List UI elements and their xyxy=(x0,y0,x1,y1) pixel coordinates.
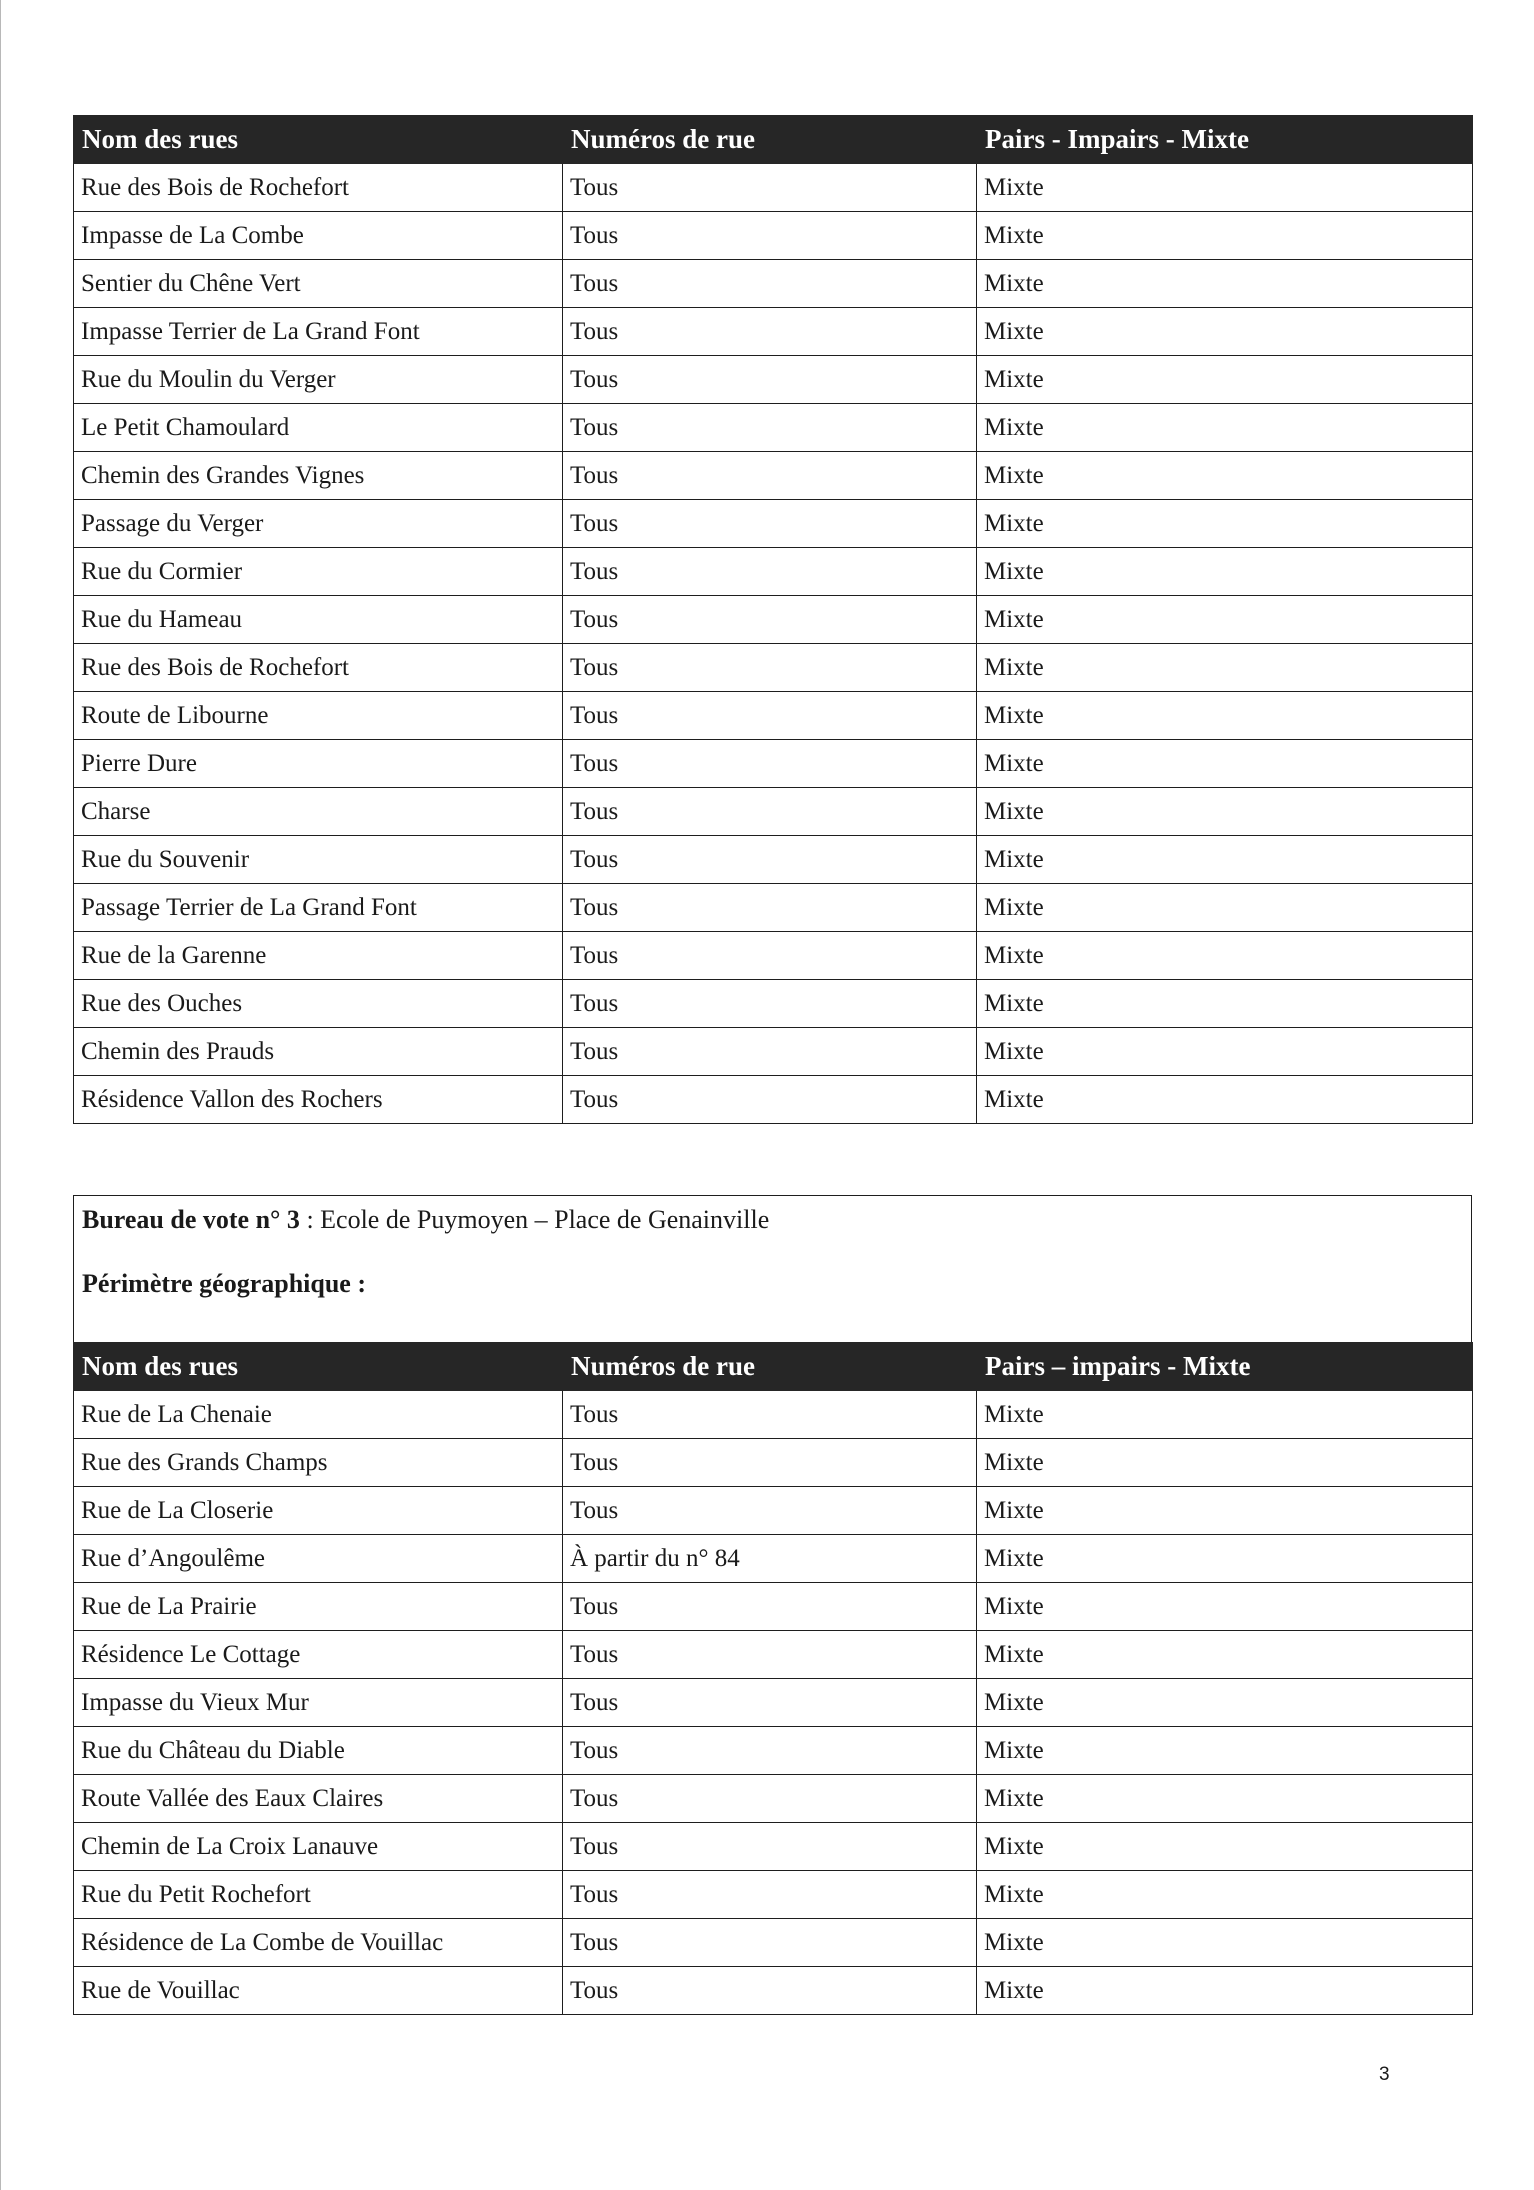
street-numbers-cell: Tous xyxy=(563,404,977,452)
parity-cell: Mixte xyxy=(977,548,1473,596)
street-name-cell: Chemin de La Croix Lanauve xyxy=(74,1823,563,1871)
street-name-cell: Le Petit Chamoulard xyxy=(74,404,563,452)
table-row xyxy=(74,692,1473,740)
street-name-cell: Rue des Bois de Rochefort xyxy=(74,644,563,692)
street-numbers-cell: Tous xyxy=(563,452,977,500)
parity-cell: Mixte xyxy=(977,404,1473,452)
street-name-cell: Rue d’Angoulême xyxy=(74,1535,563,1583)
street-name-cell: Charse xyxy=(74,788,563,836)
street-numbers-cell: À partir du n° 84 xyxy=(563,1535,977,1583)
bureau-title xyxy=(82,1205,769,1235)
table-row xyxy=(74,1535,1473,1583)
parity-cell: Mixte xyxy=(977,1439,1473,1487)
table-row xyxy=(74,1919,1473,1967)
table-row xyxy=(74,740,1473,788)
table-row xyxy=(74,1631,1473,1679)
parity-cell: Mixte xyxy=(977,836,1473,884)
parity-cell: Mixte xyxy=(977,1775,1473,1823)
parity-cell: Mixte xyxy=(977,1727,1473,1775)
street-numbers-cell: Tous xyxy=(563,1871,977,1919)
parity-cell: Mixte xyxy=(977,1391,1473,1439)
table-row xyxy=(74,596,1473,644)
street-numbers-cell: Tous xyxy=(563,1967,977,2015)
street-numbers-cell: Tous xyxy=(563,1775,977,1823)
table-row xyxy=(74,212,1473,260)
page-number: 3 xyxy=(1379,2064,1390,2085)
street-numbers-cell: Tous xyxy=(563,1823,977,1871)
bureau-de-vote-box xyxy=(73,1195,1472,1343)
perimetre-label: Périmètre géographique : xyxy=(82,1269,366,1298)
page-edge xyxy=(0,0,1,2190)
street-name-cell: Rue des Bois de Rochefort xyxy=(74,164,563,212)
column-header-numbers: Numéros de rue xyxy=(563,1343,977,1391)
street-numbers-cell: Tous xyxy=(563,1439,977,1487)
street-name-cell: Rue du Souvenir xyxy=(74,836,563,884)
street-name-cell: Impasse du Vieux Mur xyxy=(74,1679,563,1727)
parity-cell: Mixte xyxy=(977,788,1473,836)
street-numbers-cell: Tous xyxy=(563,1391,977,1439)
parity-cell: Mixte xyxy=(977,1871,1473,1919)
column-header-numbers: Numéros de rue xyxy=(563,116,977,164)
street-name-cell: Rue du Moulin du Verger xyxy=(74,356,563,404)
street-name-cell: Pierre Dure xyxy=(74,740,563,788)
street-numbers-cell: Tous xyxy=(563,356,977,404)
table-row xyxy=(74,1391,1473,1439)
parity-cell: Mixte xyxy=(977,884,1473,932)
column-header-street: Nom des rues xyxy=(74,1343,563,1391)
street-numbers-cell: Tous xyxy=(563,1583,977,1631)
table-header-row xyxy=(74,116,1473,164)
parity-cell: Mixte xyxy=(977,164,1473,212)
table-row xyxy=(74,932,1473,980)
parity-cell: Mixte xyxy=(977,644,1473,692)
parity-cell: Mixte xyxy=(977,212,1473,260)
street-name-cell: Rue de Vouillac xyxy=(74,1967,563,2015)
table-row xyxy=(74,788,1473,836)
street-numbers-cell: Tous xyxy=(563,980,977,1028)
table-row xyxy=(74,1583,1473,1631)
table-row xyxy=(74,452,1473,500)
street-numbers-cell: Tous xyxy=(563,1487,977,1535)
street-numbers-cell: Tous xyxy=(563,644,977,692)
table-row xyxy=(74,644,1473,692)
street-name-cell: Rue de La Closerie xyxy=(74,1487,563,1535)
street-name-cell: Rue des Grands Champs xyxy=(74,1439,563,1487)
parity-cell: Mixte xyxy=(977,740,1473,788)
street-numbers-cell: Tous xyxy=(563,884,977,932)
parity-cell: Mixte xyxy=(977,1583,1473,1631)
table-row xyxy=(74,1775,1473,1823)
table-row xyxy=(74,1439,1473,1487)
table-row xyxy=(74,1076,1473,1124)
street-name-cell: Rue du Château du Diable xyxy=(74,1727,563,1775)
column-header-parity: Pairs – impairs - Mixte xyxy=(977,1343,1473,1391)
parity-cell: Mixte xyxy=(977,308,1473,356)
street-name-cell: Rue de La Chenaie xyxy=(74,1391,563,1439)
street-name-cell: Rue de la Garenne xyxy=(74,932,563,980)
streets-table-2 xyxy=(73,1342,1473,2015)
table-row xyxy=(74,1967,1473,2015)
table-row xyxy=(74,164,1473,212)
street-numbers-cell: Tous xyxy=(563,1028,977,1076)
parity-cell: Mixte xyxy=(977,1631,1473,1679)
table-row xyxy=(74,404,1473,452)
street-name-cell: Rue du Petit Rochefort xyxy=(74,1871,563,1919)
street-numbers-cell: Tous xyxy=(563,836,977,884)
street-numbers-cell: Tous xyxy=(563,740,977,788)
street-numbers-cell: Tous xyxy=(563,1919,977,1967)
parity-cell: Mixte xyxy=(977,452,1473,500)
table-row xyxy=(74,500,1473,548)
street-name-cell: Chemin des Prauds xyxy=(74,1028,563,1076)
table-row xyxy=(74,1823,1473,1871)
bureau-title-bold: Bureau de vote n° 3 xyxy=(82,1205,300,1234)
street-name-cell: Rue du Cormier xyxy=(74,548,563,596)
parity-cell: Mixte xyxy=(977,932,1473,980)
table-row xyxy=(74,1871,1473,1919)
street-name-cell: Passage Terrier de La Grand Font xyxy=(74,884,563,932)
street-name-cell: Impasse Terrier de La Grand Font xyxy=(74,308,563,356)
street-numbers-cell: Tous xyxy=(563,1076,977,1124)
table-row xyxy=(74,1679,1473,1727)
parity-cell: Mixte xyxy=(977,1535,1473,1583)
parity-cell: Mixte xyxy=(977,260,1473,308)
table-header-row xyxy=(74,1343,1473,1391)
parity-cell: Mixte xyxy=(977,596,1473,644)
street-numbers-cell: Tous xyxy=(563,308,977,356)
street-numbers-cell: Tous xyxy=(563,692,977,740)
bureau-title-rest: : Ecole de Puymoyen – Place de Genainville xyxy=(299,1205,770,1234)
table-row xyxy=(74,836,1473,884)
table-row xyxy=(74,1727,1473,1775)
table-row xyxy=(74,1028,1473,1076)
street-name-cell: Résidence de La Combe de Vouillac xyxy=(74,1919,563,1967)
column-header-parity: Pairs - Impairs - Mixte xyxy=(977,116,1473,164)
street-name-cell: Impasse de La Combe xyxy=(74,212,563,260)
street-numbers-cell: Tous xyxy=(563,548,977,596)
street-name-cell: Route Vallée des Eaux Claires xyxy=(74,1775,563,1823)
parity-cell: Mixte xyxy=(977,1028,1473,1076)
street-numbers-cell: Tous xyxy=(563,260,977,308)
street-numbers-cell: Tous xyxy=(563,1631,977,1679)
parity-cell: Mixte xyxy=(977,1823,1473,1871)
street-numbers-cell: Tous xyxy=(563,788,977,836)
parity-cell: Mixte xyxy=(977,1076,1473,1124)
street-name-cell: Route de Libourne xyxy=(74,692,563,740)
street-numbers-cell: Tous xyxy=(563,212,977,260)
parity-cell: Mixte xyxy=(977,1967,1473,2015)
streets-table-1 xyxy=(73,115,1473,1124)
parity-cell: Mixte xyxy=(977,356,1473,404)
street-name-cell: Sentier du Chêne Vert xyxy=(74,260,563,308)
street-name-cell: Résidence Le Cottage xyxy=(74,1631,563,1679)
street-name-cell: Rue du Hameau xyxy=(74,596,563,644)
parity-cell: Mixte xyxy=(977,1487,1473,1535)
parity-cell: Mixte xyxy=(977,500,1473,548)
table-row xyxy=(74,1487,1473,1535)
street-numbers-cell: Tous xyxy=(563,500,977,548)
street-name-cell: Résidence Vallon des Rochers xyxy=(74,1076,563,1124)
column-header-street: Nom des rues xyxy=(74,116,563,164)
table-row xyxy=(74,308,1473,356)
street-numbers-cell: Tous xyxy=(563,164,977,212)
street-name-cell: Chemin des Grandes Vignes xyxy=(74,452,563,500)
parity-cell: Mixte xyxy=(977,692,1473,740)
street-numbers-cell: Tous xyxy=(563,1679,977,1727)
street-numbers-cell: Tous xyxy=(563,932,977,980)
parity-cell: Mixte xyxy=(977,980,1473,1028)
table-row xyxy=(74,980,1473,1028)
table-row xyxy=(74,548,1473,596)
table-row xyxy=(74,356,1473,404)
table-row xyxy=(74,260,1473,308)
street-numbers-cell: Tous xyxy=(563,596,977,644)
table-row xyxy=(74,884,1473,932)
street-numbers-cell: Tous xyxy=(563,1727,977,1775)
street-name-cell: Passage du Verger xyxy=(74,500,563,548)
parity-cell: Mixte xyxy=(977,1919,1473,1967)
street-name-cell: Rue de La Prairie xyxy=(74,1583,563,1631)
parity-cell: Mixte xyxy=(977,1679,1473,1727)
street-name-cell: Rue des Ouches xyxy=(74,980,563,1028)
